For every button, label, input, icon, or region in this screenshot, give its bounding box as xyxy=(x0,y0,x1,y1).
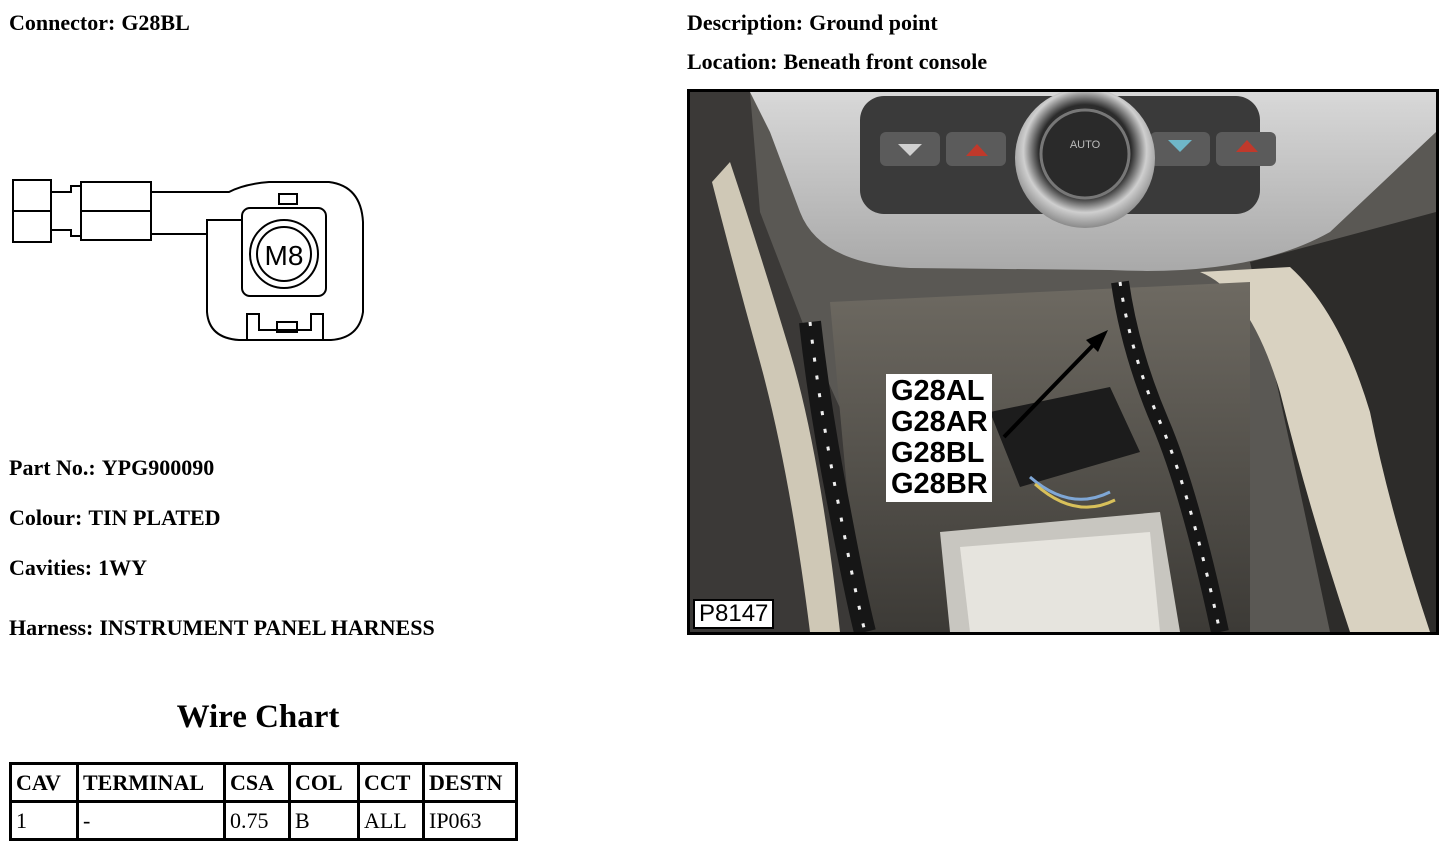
cavities-label: Cavities: xyxy=(9,555,93,580)
part-number-label: Part No.: xyxy=(9,455,96,480)
harness-value: INSTRUMENT PANEL HARNESS xyxy=(99,615,435,640)
wire-chart-title: Wire Chart xyxy=(176,699,340,735)
description-line xyxy=(687,10,938,36)
callout-g28ar: G28AR xyxy=(891,406,988,438)
part-number-line xyxy=(9,455,214,481)
callout-g28br: G28BR xyxy=(891,468,988,500)
header-terminal: TERMINAL xyxy=(78,764,225,802)
stud-size-label: M8 xyxy=(264,240,304,271)
header-col: COL xyxy=(290,764,359,802)
table-row xyxy=(11,802,517,840)
location-value: Beneath front console xyxy=(783,49,988,74)
wire-chart-header-row xyxy=(11,764,517,802)
connector-value: G28BL xyxy=(121,10,190,35)
cavities-value: 1WY xyxy=(98,555,147,580)
description-value: Ground point xyxy=(809,10,938,35)
colour-label: Colour: xyxy=(9,505,83,530)
location-photo-image xyxy=(690,92,1436,632)
header-cav: CAV xyxy=(11,764,78,802)
panel-auto-text: AUTO xyxy=(1069,139,1101,151)
location-label: Location: xyxy=(687,49,778,74)
cell-col: B xyxy=(290,802,359,840)
callout-g28al: G28AL xyxy=(891,375,985,407)
cell-destn: IP063 xyxy=(424,802,517,840)
colour-value: TIN PLATED xyxy=(88,505,221,530)
header-csa: CSA xyxy=(225,764,290,802)
connector-drawing xyxy=(9,172,371,348)
cell-cav: 1 xyxy=(11,802,78,840)
cell-csa: 0.75 xyxy=(225,802,290,840)
part-number-value: YPG900090 xyxy=(101,455,215,480)
cell-cct: ALL xyxy=(359,802,424,840)
colour-line xyxy=(9,505,221,531)
callout-g28bl: G28BL xyxy=(891,437,985,469)
description-label: Description: xyxy=(687,10,804,35)
cell-terminal: - xyxy=(78,802,225,840)
photo-code-label: P8147 xyxy=(693,599,774,629)
wire-chart-table xyxy=(9,762,518,841)
connector-label: Connector: xyxy=(9,10,116,35)
location-line xyxy=(687,49,987,75)
cavities-line xyxy=(9,555,147,581)
connector-callout xyxy=(886,374,992,502)
harness-line xyxy=(9,615,435,641)
header-cct: CCT xyxy=(359,764,424,802)
harness-label: Harness: xyxy=(9,615,94,640)
connector-line xyxy=(9,10,190,36)
location-photo xyxy=(687,89,1439,635)
header-destn: DESTN xyxy=(424,764,517,802)
